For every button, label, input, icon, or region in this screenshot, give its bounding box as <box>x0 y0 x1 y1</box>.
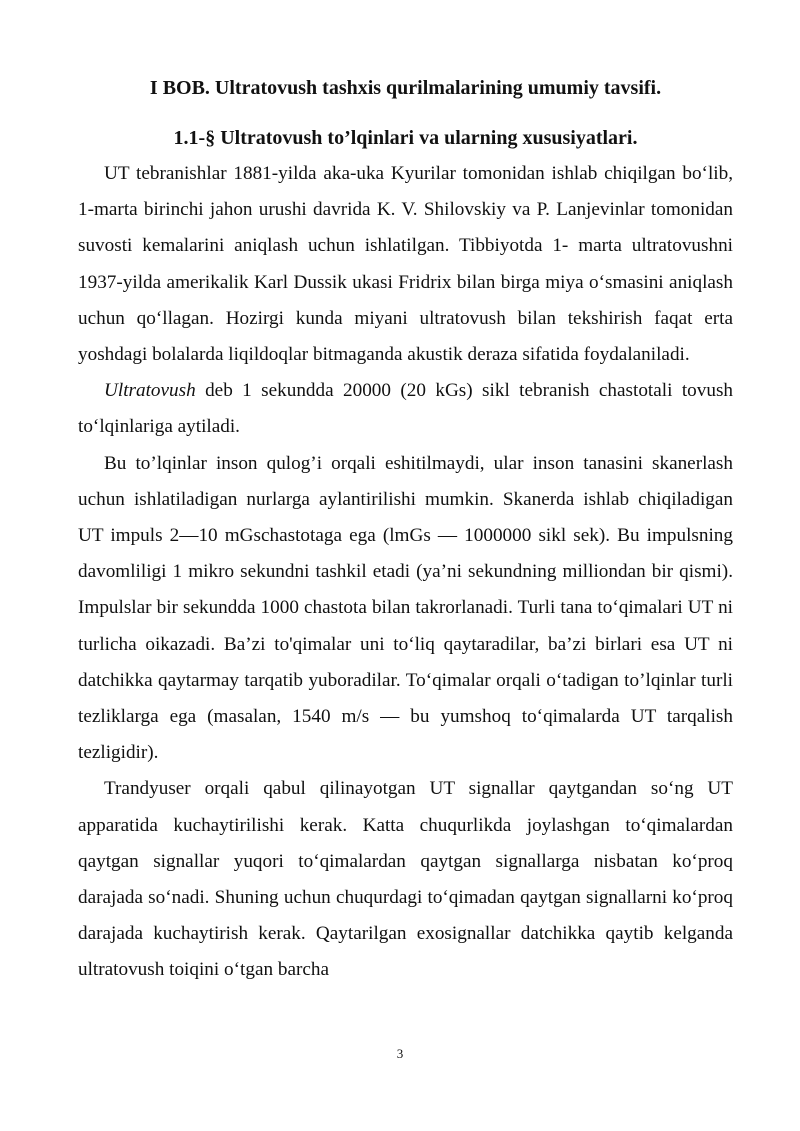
page-number: 3 <box>396 1046 404 1061</box>
section-title: 1.1-§ Ultratovush to’lqinlari va ularning xususiyatlari. <box>173 127 638 149</box>
paragraph-amplification: Trandyuser orqali qabul qilinayotgan UT signallar qaytgandan so‘ng UT apparatida kuchaytirilishi kerak. Katta chuqurlikda joylashgan to‘qimalardan qaytgan signallar yuqori to‘qimalardan qaytgan signallarga nisbatan ko‘proq darajada so‘nadi. Shuning uchun chuqurdagi to‘qimadan qaytgan signallarni ko‘proq darajada kuchaytirish kerak. Qaytarilgan exosignallar datchikka qaytib kelganda ultratovush toiqini o‘tgan barcha <box>78 778 733 981</box>
document-page <box>78 70 733 989</box>
definition-text: deb 1 sekundda 20000 (20 kGs) sikl tebranish chastotali tovush to‘lqinlariga aytiladi. <box>78 380 733 438</box>
paragraph-properties: Bu to’lqinlar inson qulog’i orqali eshitilmaydi, ular inson tanasini skanerlash uchun ishlatiladigan nurlarga aylantirilishi mumkin. Skanerda ishlab chiqiladigan UT impuls 2—10 mGschastotaga ega (lmGs — 1000000 sikl sek). Bu impulsning davomliligi 1 mikro sekundni tashkil etadi (ya’ni sekundning milliondan bir qismi). Impulslar bir sekundda 1000 chastota bilan takrorlanadi. Turli tana to‘qimalari UT ni turlicha oikazadi. Ba’zi to'qimalar uni to‘liq qaytaradilar, ba’zi birlari esa UT ni datchikka qaytarmay tarqatib yuboradilar. To‘qimalar orqali o‘tadigan to’lqinlar turli tezliklarga ega (masalan, 1540 m/s — bu yumshoq to‘qimalarda UT tarqalish tezligidir). <box>78 452 733 764</box>
chapter-title: I BOB. Ultratovush tashxis qurilmalarining umumiy tavsifi. <box>149 77 662 99</box>
defined-term: Ultratovush <box>104 380 196 402</box>
paragraph-definition <box>78 373 733 445</box>
paragraph-history: UT tebranishlar 1881-yilda aka-uka Kyurilar tomonidan ishlab chiqilgan bo‘lib, 1-marta birinchi jahon urushi davrida K. V. Shilovskiy va P. Lanjevinlar tomonidan suvosti kemalarini aniqlash uchun ishlatilgan. Tibbiyotda 1- marta ultratovushni 1937-yilda amerikalik Karl Dussik ukasi Fridrix bilan birga miya o‘smasini aniqlash uchun qo‘llagan. Hozirgi kunda miyani ultratovush bilan tekshirish faqat erta yoshdagi bolalarda liqildoqlar bitmaganda akustik deraza sifatida foydalaniladi. <box>78 163 733 366</box>
